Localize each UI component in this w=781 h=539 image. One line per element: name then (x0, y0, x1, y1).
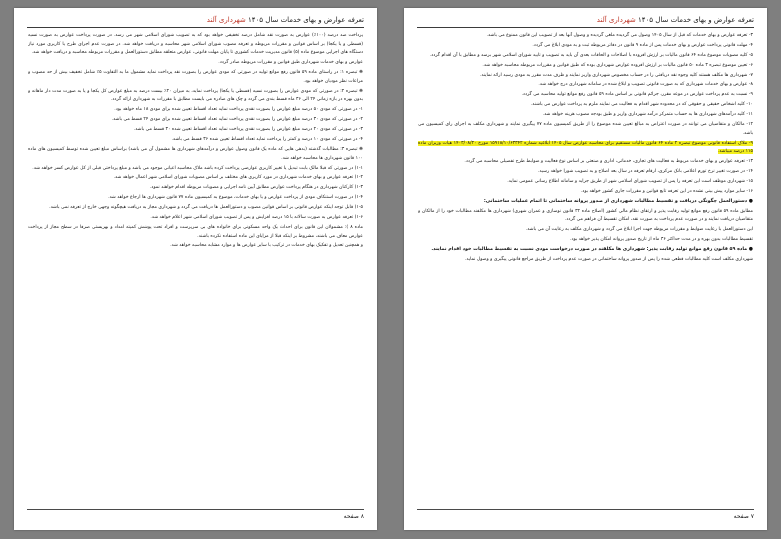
paragraph: ۴- در صورتی که مودی ۱۰ درصد و کمتر را پرداخت نماید تعداد اقساط تعیین شده ۳۶ قسط می باشد. (171, 137, 363, 143)
paragraph: شهرداری مکلف است کلیه مطالبات قطعی شده را پس از صدور پروانه ساختمانی در صورت عدم پرداخت از طریق مراجع قانونی پیگیری و وصول نماید. (464, 256, 753, 262)
paragraph: ❋ تبصره ۱: در راستای ماده ۵۹ قانون رفع موانع تولید در صورتی که مودی عوارض را بصورت نقد پرداخت نماید مشمول ما به التفاوت ۵٪ شامل تخفیف بیش از حد مصوب و مراعات نظر مودیان خواهد بود. (28, 70, 363, 84)
paragraph: ۳- در صورتی که مودی ۲۰ درصد مبلغ عوارض را بصورت نقدی پرداخت نماید تعداد اقساط تعیین شده ۳۰ قسط می باشد. (133, 127, 363, 133)
header-municipality: شهرداری آلند (596, 16, 636, 24)
paragraph: مطابق ماده ۵۹ قانون رفع موانع تولید رقابت پذیر و ارتقای نظام مالی کشور (اصلاح ماده ۳۲ قانون نوسازی و عمران شهری) شهرداری ها مکلفند مطالبات خود را از مالکان و متقاضیان دریافت نمایند و در صورت عدم پرداخت به صورت نقد، امکان تقسیط آن فراهم می گردد. (418, 208, 753, 223)
paragraph: ۱-۲) تعرفه عوارض و بهای خدمات شهرداری در مورد کاربری های مختلف بر اساس مصوبات شورای اسلامی شهر اعمال خواهد شد. (113, 175, 363, 181)
page-header (27, 14, 364, 28)
paragraph: ۴- مهلت قانونی پرداخت عوارض و بهای خدمات پس از ماده ۹ قانون در دفاتر مربوطه ثبت و به مودی ابلاغ می گردد. (532, 42, 753, 48)
paragraph: ۱۱- کلیه درآمدهای شهرداری ها به حساب متمرکز درآمد شهرداری واریز و طبق بودجه مصوب هزینه خواهد شد. (542, 112, 753, 118)
paragraph: ۱۲- مالکان و متقاضیان می توانند در صورت اعتراض به مبالغ تعیین شده موضوع را از طریق کمیسیون ماده ۷۷ پیگیری نمایند و شهرداری مکلف به اجرای رای کمیسیون می باشد. (418, 122, 753, 136)
page-body (418, 32, 753, 504)
paragraph: ❋ تبصره ۳: مطالبات گذشته (بدهی هایی که ماده یک قانون وصول عوارض و درآمدهای شهرداری ها مشمول آن می باشد) براساس مبلغ تعیین شده توسط کمیسیون های ماده ۱۰۰ قانون شهرداری ها محاسبه خواهد شد. (28, 146, 363, 161)
highlighted-text: ۹- ملاک استفاده قانونی موضوع تبصره ۲ ماده ۶۴ قانون مالیات مستقیم برای محاسبه عوارض سال ۱۴۰۵ ابلاغیه شماره ۱۵۹۱۸/۱۰/۶۳۳۴۲ مورخ ۱۴۰۳/۰۸/۲۰ هیات وزیران ماده ۱۱۵ درصد میباشد. (418, 140, 753, 155)
paragraph: ۳- تعرفه عوارض و بهای خدمات که قبل از سال ۱۴۰۵ وصول می گردیده ملغی گردیده و وصول آنها بعد از تصویب این قانون ممنوع می باشد. (486, 33, 753, 38)
paragraph: ۱-۳) کارکنان شهرداری در هنگام پرداخت عوارض مطابق آیین نامه اجرایی و مصوبات مربوطه اقدام خواهند نمود. (149, 185, 363, 191)
paragraph: ۵- کلیه مصوبات موضوع ماده ۶۴ قانون مالیات بر ارزش افزوده با اصلاحات و الحاقات بعدی آن باید به تصویب و تایید شورای اسلامی شهر برسد و مطابق با آن اقدام گردد. (429, 52, 753, 58)
page-8 (14, 8, 377, 530)
paragraph: ۶- تعیین موضوع تبصره ۳ ماده ۵۰ قانون مالیات بر ارزش افزوده عوارض شهرداری بوده که طبق قوانین و مقررات مربوطه محاسبه خواهد شد. (482, 62, 753, 68)
header-title: تعرفه عوارض و بهای خدمات سال ۱۴۰۵ (245, 16, 364, 24)
paragraph: این دستورالعمل با رعایت ضوابط و مقررات مربوطه جهت اجرا ابلاغ می گردد و شهرداری مکلف به رعایت آن می باشد. (525, 227, 753, 233)
paragraph: ماده ۸ ): مشمولان این قانون برای احداث یک واحد مسکونی برای خانواده های بی سرپرست و افراد تحت پوشش کمیته امداد و بهزیستی صرفا در سطح مجاز از پرداخت عوارض معاف می باشند، مشروط بر اینکه قبلا از مزایای این ماده استفاده نکرده باشند. (28, 224, 363, 239)
page-header (417, 14, 754, 28)
header-title: تعرفه عوارض و بهای خدمات سال ۱۴۰۵ (635, 16, 754, 24)
paragraph: ۱-۱) در صورتی که قبلا مالک بابت تبدیل یا تغییر کاربری عوارضی پرداخت کرده باشد ملاک محاسبه اعیانی موجود می باشد و مبلغ پرداختی قبلی از کل عوارض کسر خواهد شد. (32, 165, 363, 171)
paragraph: ۱-۵) قابل توجه اینکه عوارض قانونی بر اساس قوانین مصوب و دستورالعمل ها دریافت می گردد و شهرداری مجاز به دریافت هیچگونه وجهی خارج از تعرفه نمی باشد. (49, 205, 363, 211)
paragraph: ❋ تبصره ۲: در صورتی که مودی عوارض را بصورت نسیه (قسطی یا یکجا) پرداخت نماید، به میزان ۲۰٪ بیست درصد به مبلغ عوارض کل یکجا و یا به صورت مدت دار ماهانه و بدون بهره در بازه زمانی ۲۴ الی ۳۶ ماه قسط بندی می گردد و چک های صادره می بایست مطابق با مقررات به شهرداری ارائه گردد. (28, 88, 363, 103)
page-number: ۷ صفحه (733, 513, 754, 520)
paragraph: ۷- شهرداری ها مکلف هستند کلیه وجوه نقد دریافتی را در حساب مخصوص شهرداری واریز نمایند و ظرف مدت مقرر به مودی رسید ارائه نمایند. (479, 72, 753, 78)
paragraph: و همچنین تعدیل و تفکیک بهای خدمات در ترکیب با سایر عوارض ها و موارد مشابه محاسبه خواهد شد. (170, 243, 363, 249)
paragraph: ۱۶- سایر موارد پیش بینی نشده در این تعرفه تابع قوانین و مقررات جاری کشور خواهد بود. (580, 188, 753, 194)
paragraph: ۱-۴) در صورت استنکاف مودی از پرداخت عوارض و یا بهای خدمات، موضوع به کمیسیون ماده ۷۷ قانون شهرداری ها ارجاع خواهد شد. (108, 195, 363, 201)
page-body (28, 32, 363, 504)
paragraph: پرداخت صد درصد (۱۰۰٪) عوارض به صورت نقد شامل درصد تخفیفی خواهد بود که به تصویب شورای اسلامی شهر می رسد. در صورت پرداخت عوارض به صورت نسیه (قسطی و یا یکجا) بر اساس قوانین و مقررات مربوطه و تعرفه مصوب شورای اسلامی شهر محاسبه و دریافت خواهد شد. در صورت عدم اجرای طرح یا کاربری مورد نیاز دستگاه های اجرایی موضوع ماده (۵) قانون مدیریت خدمات کشوری تا پایان مهلت قانونی، عوارض متعلقه مطابق دستورالعمل و مقررات مربوطه محاسبه و دریافت خواهد شد. (28, 33, 363, 56)
header-municipality: شهرداری آلند (206, 16, 246, 24)
paragraph: ۱۰- کلیه اشخاص حقیقی و حقوقی که در محدوده شهر اقدام به فعالیت می نمایند ملزم به پرداخت عوارض می باشند. (530, 102, 753, 108)
paragraph: ۱۵- شهرداری موظف است این تعرفه را پس از تصویب شورای اسلامی شهر از طریق جراید و سامانه اطلاع رسانی عمومی نماید. (507, 178, 753, 184)
paragraph: ۱۳- تعرفه عوارض و بهای خدمات مربوط به فعالیت های تجاری، خدماتی، اداری و صنعتی بر اساس نوع فعالیت و ضوابط طرح تفصیلی محاسبه می گردد. (464, 159, 753, 165)
paragraph: عوارض و بهای خدمات شهرداری طبق قوانین و مقررات مربوطه صادر گردد. (218, 60, 363, 66)
paragraph: ۱- در صورتی که مودی ۵۰ درصد مبلغ عوارض را بصورت نقدی پرداخت نماید تعداد اقساط تعیین شده برای مودی ۱۸ ماه خواهد بود. (114, 107, 363, 113)
paragraph: ● دستورالعمل چگونگی دریافت و تقسیط مطالبات شهرداری از صدور پروانه ساختمانی تا اتمام عملیات ساختمانی: (483, 198, 753, 204)
highlighted-paragraph (418, 140, 753, 157)
paragraph: ۱-۶) تعرفه عوارض به صورت سالانه با ۱۵ درصد افزایش و پس از تصویب شورای اسلامی شهر اعلام خواهد شد. (150, 214, 363, 220)
paragraph: ۲- در صورتی که مودی ۳۰ درصد مبلغ عوارض را بصورت نقدی پرداخت نماید تعداد اقساط تعیین شده برای مودی ۲۴ قسط می باشد. (111, 117, 363, 123)
paragraph: ۱۴- در صورت تغییر نرخ تورم اعلامی بانک مرکزی، ارقام تعرفه در سال بعد اصلاح و به تصویب شورا خواهد رسید. (537, 169, 753, 175)
page-footer (27, 509, 364, 522)
page-7 (404, 8, 767, 530)
paragraph: ● ماده ۵۹ قانون رفع موانع تولید رقابت پذیر: شهرداری ها مکلفند در صورت درخواست مودی نسبت به تقسیط مطالبات خود اقدام نمایند. (431, 247, 753, 253)
paragraph: ۹- نسبت به عدم پرداخت عوارض در موعد مقرر، جرائم قانونی بر اساس ماده ۵۹ قانون رفع موانع تولید محاسبه می گردد. (521, 92, 753, 98)
paragraph: ۸- عوارض و بهای خدمات شهرداری که به صورت قانونی تصویب و ابلاغ شده در سامانه شهرداری درج خواهد شد. (538, 82, 753, 88)
page-number: ۸ صفحه (343, 513, 364, 520)
page-footer (417, 509, 754, 522)
paragraph: تقسیط مطالبات بدون بهره و در مدت حداکثر ۳۶ ماه از تاریخ صدور پروانه امکان پذیر خواهد بود. (569, 237, 753, 243)
